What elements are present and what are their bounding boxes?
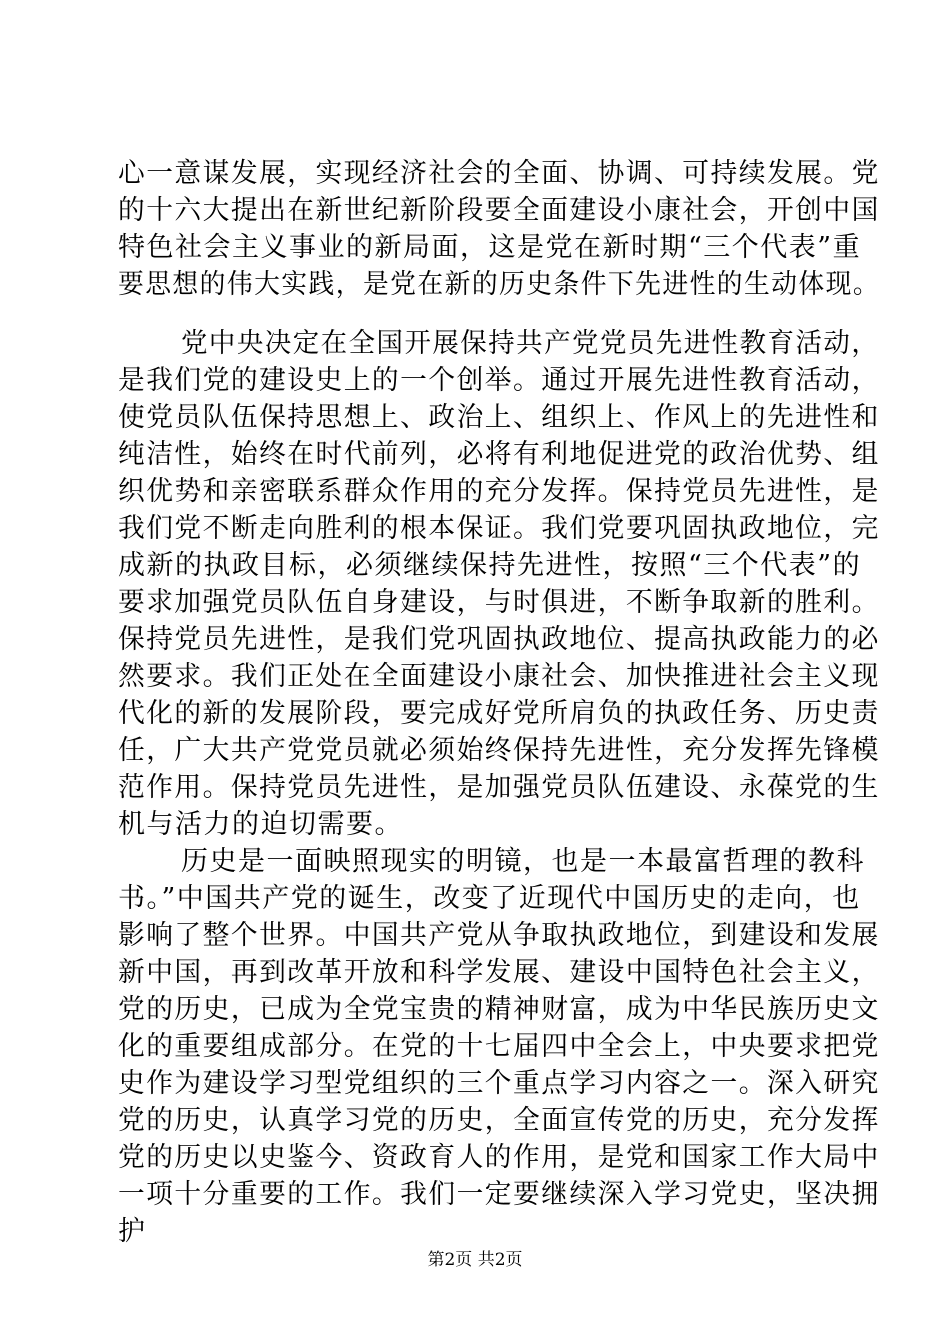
paragraph-2-line-12: 任，广大共产党党员就必须始终保持先进性，充分发挥先锋模 [118,735,880,766]
paragraph-3-line-5: 党的历史，已成为全党宝贵的精神财富，成为中华民族历史文 [118,994,880,1025]
paragraph-1-line-4: 要思想的伟大实践，是党在新的历史条件下先进性的生动体现。 [118,269,881,300]
paragraph-1-line-3: 特色社会主义事业的新局面，这是党在新时期“三个代表”重 [118,232,862,263]
paragraph-2-line-10: 然要求。我们正处在全面建设小康社会、加快推进社会主义现 [118,661,880,692]
paragraph-2-line-5: 织优势和亲密联系群众作用的充分发挥。保持党员先进性，是 [118,476,880,507]
paragraph-3-line-9: 党的历史以史鉴今、资政育人的作用，是党和国家工作大局中 [118,1142,880,1173]
paragraph-2-line-9: 保持党员先进性，是我们党巩固执政地位、提高执政能力的必 [118,624,880,655]
paragraph-2-line-4: 纯洁性，始终在时代前列，必将有利地促进党的政治优势、组 [118,439,880,470]
paragraph-3-line-11: 护 [118,1216,147,1247]
paragraph-3-line-6: 化的重要组成部分。在党的十七届四中全会上，中央要求把党 [118,1031,880,1062]
paragraph-1-line-2: 的十六大提出在新世纪新阶段要全面建设小康社会，开创中国 [118,195,880,226]
paragraph-2-line-11: 代化的新的发展阶段，要完成好党所肩负的执政任务、历史责 [118,698,880,729]
paragraph-2-line-1: 党中央决定在全国开展保持共产党党员先进性教育活动， [181,328,880,359]
paragraph-3-line-7: 史作为建设学习型党组织的三个重点学习内容之一。深入研究 [118,1068,880,1099]
paragraph-3-line-2: 书。”中国共产党的诞生，改变了近现代中国历史的走向，也 [118,883,861,914]
page-footer: 第2页 共2页 [427,1250,523,1270]
paragraph-2-line-6: 我们党不断走向胜利的根本保证。我们党要巩固执政地位，完 [118,513,880,544]
paragraph-2-line-3: 使党员队伍保持思想上、政治上、组织上、作风上的先进性和 [118,402,880,433]
paragraph-1-line-1: 心一意谋发展，实现经济社会的全面、协调、可持续发展。党 [118,158,880,189]
paragraph-2-line-14: 机与活力的迫切需要。 [118,809,403,840]
paragraph-2-line-2: 是我们党的建设史上的一个创举。通过开展先进性教育活动， [118,365,880,396]
paragraph-3-line-4: 新中国，再到改革开放和科学发展、建设中国特色社会主义， [118,957,880,988]
paragraph-2-line-8: 要求加强党员队伍自身建设，与时俱进，不断争取新的胜利。 [118,587,880,618]
paragraph-3-line-8: 党的历史，认真学习党的历史，全面宣传党的历史，充分发挥 [118,1105,880,1136]
paragraph-3-line-3: 影响了整个世界。中国共产党从争取执政地位，到建设和发展 [118,920,880,951]
paragraph-2-line-13: 范作用。保持党员先进性，是加强党员队伍建设、永葆党的生 [118,772,880,803]
paragraph-3-line-1: 历史是一面映照现实的明镜，也是一本最富哲理的教科 [181,846,865,877]
paragraph-3-line-10: 一项十分重要的工作。我们一定要继续深入学习党史，坚决拥 [118,1179,880,1210]
paragraph-2-line-7: 成新的执政目标，必须继续保持先进性，按照“三个代表”的 [118,550,862,581]
